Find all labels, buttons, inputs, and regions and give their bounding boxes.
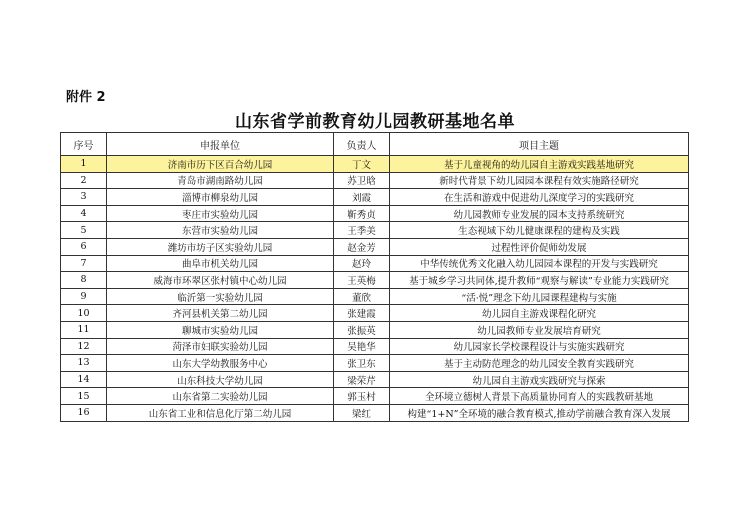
page-title: 山东省学前教育幼儿园教研基地名单 bbox=[235, 112, 515, 132]
cell-applicant-unit: 淄博市柳泉幼儿园 bbox=[107, 189, 334, 206]
cell-person-in-charge: 张建霞 bbox=[334, 305, 390, 322]
header-row bbox=[61, 133, 689, 156]
cell-person-in-charge: 张卫东 bbox=[334, 355, 390, 372]
cell-person-in-charge: 吴艳华 bbox=[334, 338, 390, 355]
cell-serial-number: 13 bbox=[61, 355, 107, 372]
cell-project-topic: 生态视域下幼儿健康课程的建构及实践 bbox=[390, 222, 689, 239]
table-row bbox=[61, 404, 689, 421]
table-row bbox=[61, 222, 689, 239]
cell-project-topic: 在生活和游戏中促进幼儿深度学习的实践研究 bbox=[390, 189, 689, 206]
cell-applicant-unit: 枣庄市实验幼儿园 bbox=[107, 205, 334, 222]
table-row bbox=[61, 388, 689, 405]
table-row bbox=[61, 305, 689, 322]
cell-serial-number: 6 bbox=[61, 238, 107, 255]
cell-person-in-charge: 王英梅 bbox=[334, 272, 390, 289]
cell-person-in-charge: 张振英 bbox=[334, 321, 390, 338]
header-person-in-charge: 负责人 bbox=[334, 133, 390, 156]
cell-person-in-charge: 靳秀贞 bbox=[334, 205, 390, 222]
cell-person-in-charge: 郭玉村 bbox=[334, 388, 390, 405]
cell-applicant-unit: 齐河县机关第二幼儿园 bbox=[107, 305, 334, 322]
cell-serial-number: 2 bbox=[61, 172, 107, 189]
cell-applicant-unit: 青岛市湖南路幼儿园 bbox=[107, 172, 334, 189]
cell-applicant-unit: 威海市环翠区张村镇中心幼儿园 bbox=[107, 272, 334, 289]
cell-project-topic: 幼儿园自主游戏课程化研究 bbox=[390, 305, 689, 322]
attachment-label: 附件 2 bbox=[66, 90, 106, 105]
cell-project-topic: “活·悦”理念下幼儿园课程建构与实施 bbox=[390, 288, 689, 305]
header-applicant-unit: 申报单位 bbox=[107, 133, 334, 156]
table-row bbox=[61, 371, 689, 388]
cell-applicant-unit: 济南市历下区百合幼儿园 bbox=[107, 156, 334, 173]
cell-person-in-charge: 董欣 bbox=[334, 288, 390, 305]
table-row bbox=[61, 355, 689, 372]
cell-person-in-charge: 梁荣芹 bbox=[334, 371, 390, 388]
cell-serial-number: 10 bbox=[61, 305, 107, 322]
cell-project-topic: 基于儿童视角的幼儿园自主游戏实践基地研究 bbox=[390, 156, 689, 173]
table-row bbox=[61, 321, 689, 338]
cell-serial-number: 14 bbox=[61, 371, 107, 388]
cell-project-topic: 幼儿园自主游戏实践研究与探索 bbox=[390, 371, 689, 388]
cell-project-topic: 新时代背景下幼儿园园本课程有效实施路径研究 bbox=[390, 172, 689, 189]
cell-serial-number: 12 bbox=[61, 338, 107, 355]
cell-applicant-unit: 曲阜市机关幼儿园 bbox=[107, 255, 334, 272]
cell-applicant-unit: 潍坊市坊子区实验幼儿园 bbox=[107, 238, 334, 255]
table-row bbox=[61, 238, 689, 255]
cell-person-in-charge: 赵玲 bbox=[334, 255, 390, 272]
cell-serial-number: 8 bbox=[61, 272, 107, 289]
table-row bbox=[61, 189, 689, 206]
cell-applicant-unit: 东营市实验幼儿园 bbox=[107, 222, 334, 239]
table-row bbox=[61, 338, 689, 355]
cell-serial-number: 16 bbox=[61, 404, 107, 421]
table-row bbox=[61, 156, 689, 173]
header-project-topic: 项目主题 bbox=[390, 133, 689, 156]
cell-project-topic: 中华传统优秀文化融入幼儿园园本课程的开发与实践研究 bbox=[390, 255, 689, 272]
cell-applicant-unit: 聊城市实验幼儿园 bbox=[107, 321, 334, 338]
cell-person-in-charge: 王季美 bbox=[334, 222, 390, 239]
cell-project-topic: 全环境立德树人背景下高质量协同育人的实践教研基地 bbox=[390, 388, 689, 405]
cell-applicant-unit: 山东省第二实验幼儿园 bbox=[107, 388, 334, 405]
cell-applicant-unit: 山东大学幼教服务中心 bbox=[107, 355, 334, 372]
cell-project-topic: 基于主动防范理念的幼儿园安全教育实践研究 bbox=[390, 355, 689, 372]
cell-person-in-charge: 丁文 bbox=[334, 156, 390, 173]
cell-serial-number: 4 bbox=[61, 205, 107, 222]
table-row bbox=[61, 272, 689, 289]
cell-project-topic: 基于城乡学习共同体,提升教师“观察与解读”专业能力实践研究 bbox=[390, 272, 689, 289]
base-list-table bbox=[60, 132, 689, 422]
cell-serial-number: 1 bbox=[61, 156, 107, 173]
cell-project-topic: 构建“1+N”全环境的融合教育模式,推动学前融合教育深入发展 bbox=[390, 404, 689, 421]
cell-serial-number: 11 bbox=[61, 321, 107, 338]
cell-serial-number: 15 bbox=[61, 388, 107, 405]
table-row bbox=[61, 255, 689, 272]
cell-applicant-unit: 菏泽市妇联实验幼儿园 bbox=[107, 338, 334, 355]
table-row bbox=[61, 205, 689, 222]
cell-project-topic: 过程性评价促师幼发展 bbox=[390, 238, 689, 255]
table-row bbox=[61, 172, 689, 189]
cell-person-in-charge: 苏卫晗 bbox=[334, 172, 390, 189]
cell-person-in-charge: 梁红 bbox=[334, 404, 390, 421]
cell-person-in-charge: 刘霞 bbox=[334, 189, 390, 206]
cell-applicant-unit: 山东省工业和信息化厅第二幼儿园 bbox=[107, 404, 334, 421]
cell-applicant-unit: 临沂第一实验幼儿园 bbox=[107, 288, 334, 305]
cell-project-topic: 幼儿园家长学校课程设计与实施实践研究 bbox=[390, 338, 689, 355]
cell-person-in-charge: 赵金芳 bbox=[334, 238, 390, 255]
table-body bbox=[61, 156, 689, 422]
cell-serial-number: 9 bbox=[61, 288, 107, 305]
table-header bbox=[61, 133, 689, 156]
cell-project-topic: 幼儿园教师专业发展培育研究 bbox=[390, 321, 689, 338]
cell-project-topic: 幼儿园教师专业发展的园本支持系统研究 bbox=[390, 205, 689, 222]
header-serial-number: 序号 bbox=[61, 133, 107, 156]
table-row bbox=[61, 288, 689, 305]
cell-applicant-unit: 山东科技大学幼儿园 bbox=[107, 371, 334, 388]
cell-serial-number: 5 bbox=[61, 222, 107, 239]
cell-serial-number: 3 bbox=[61, 189, 107, 206]
cell-serial-number: 7 bbox=[61, 255, 107, 272]
